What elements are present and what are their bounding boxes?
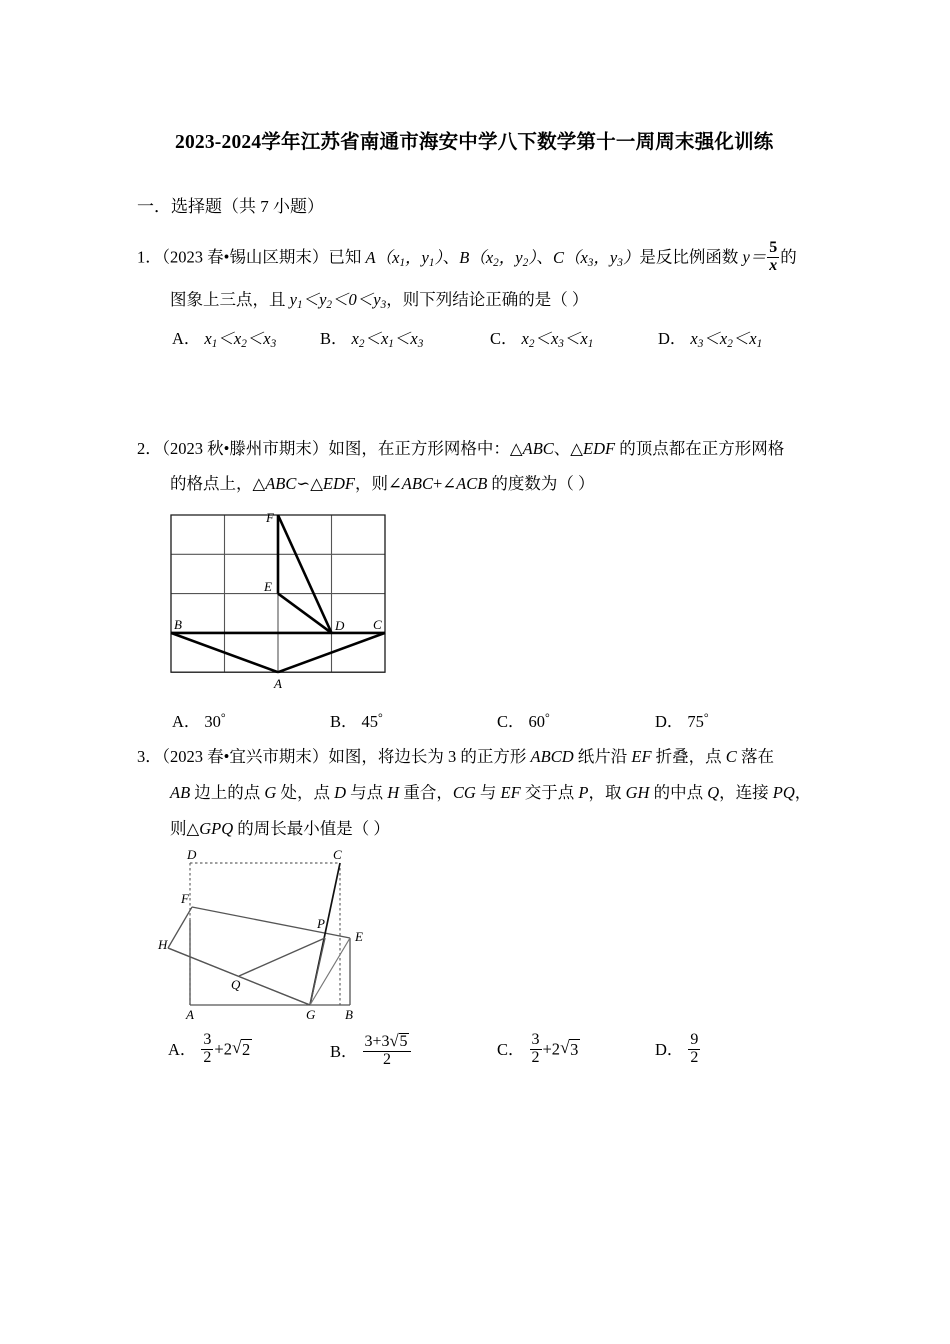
q3-l2-h: 的中点 xyxy=(649,783,708,802)
option-d-label: D． xyxy=(655,1039,684,1059)
degree-symbol: ° xyxy=(220,710,226,725)
q2-l1-c: 的顶点都在正方形网格 xyxy=(615,439,785,458)
question-1-line-2 xyxy=(170,288,588,314)
sep-2: 、 xyxy=(536,247,553,267)
q3-l2-g: ，取 xyxy=(588,783,626,802)
page-title: 2023-2024学年江苏省南通市海安中学八下数学第十一周周末强化训练 xyxy=(175,132,774,153)
q2-tri-edf: EDF xyxy=(582,439,616,458)
q3-pt-c: C xyxy=(725,747,737,766)
option-c-coefficient: +2 xyxy=(542,1039,561,1059)
question-1-number: 1． xyxy=(137,247,162,267)
option-c-label: C． xyxy=(497,1039,525,1059)
option-d-label: D． xyxy=(655,712,684,731)
figure-label-c: C xyxy=(373,617,382,632)
segment-eg xyxy=(310,938,350,1005)
q3-pt-g: G xyxy=(264,783,277,802)
figure-label-f: F xyxy=(181,891,189,906)
question-2-figure xyxy=(160,505,400,695)
question-3-figure xyxy=(158,845,415,1030)
figure-label-h: H xyxy=(158,937,168,952)
q3-l1-b: 纸片沿 xyxy=(573,747,632,766)
segment-pq xyxy=(239,938,325,976)
question-1-option-b[interactable] xyxy=(320,325,423,350)
q3-seg-gh: GH xyxy=(625,783,650,802)
figure-label-d: D xyxy=(335,618,345,633)
q1-l2-post: ，则下列结论正确的是（ ） xyxy=(386,290,589,309)
option-a-value: 30 xyxy=(204,712,221,731)
degree-symbol: ° xyxy=(378,710,383,725)
q3-pt-d: D xyxy=(334,783,347,802)
q3-seg-ab: AB xyxy=(170,783,191,802)
q3-seg-cg: CG xyxy=(452,783,476,802)
question-1-option-d[interactable] xyxy=(658,325,762,350)
q3-l3-a: 则△ xyxy=(170,819,200,838)
fraction-stacked xyxy=(363,1032,412,1069)
q3-l1-c: 折叠，点 xyxy=(651,747,726,766)
question-3-source: （2023 春•宜兴市期末） xyxy=(161,747,329,766)
question-1-option-c[interactable] xyxy=(490,325,593,350)
q3-seg-pq: PQ xyxy=(772,783,795,802)
question-2-line-1 xyxy=(137,437,784,462)
question-3-option-d[interactable] xyxy=(655,1032,701,1067)
radicand: 5 xyxy=(399,1033,408,1050)
q2-l1-a: 如图，在正方形网格中：△ xyxy=(328,439,523,458)
figure-label-f: F xyxy=(266,510,274,525)
q1-l2-pre: 图象上三点，且 xyxy=(170,290,290,309)
q3-l2-f: 交于点 xyxy=(520,783,579,802)
fraction-denominator: 2 xyxy=(363,1051,412,1069)
question-2-option-b[interactable] xyxy=(330,708,383,732)
q2-sim: ∽△ xyxy=(296,474,323,493)
fraction-numerator: 3 xyxy=(531,1031,540,1048)
q2-l2-a: 的格点上，△ xyxy=(170,474,266,493)
option-c-text: $x_2<x_3<x_1$ xyxy=(521,329,594,351)
fraction-denominator: 2 xyxy=(203,1048,212,1066)
figure-label-g: G xyxy=(306,1007,316,1022)
question-1-point-a: $A(x_1$，$y_1$） xyxy=(365,247,443,269)
figure-label-b: B xyxy=(174,617,182,632)
q3-l2-j: ， xyxy=(794,783,812,802)
q3-tri-gpq: GPQ xyxy=(199,819,234,838)
option-b-label: B． xyxy=(330,712,358,731)
question-2-option-a[interactable] xyxy=(172,708,226,732)
fraction-denominator: 2 xyxy=(690,1048,699,1066)
figure-label-a: A xyxy=(274,676,282,691)
q2-angle-abc: ABC xyxy=(401,474,433,493)
fraction-three-halves xyxy=(530,1032,542,1067)
option-a-label: A． xyxy=(172,712,201,731)
option-b-label: B． xyxy=(320,329,348,348)
figure-label-d: D xyxy=(187,847,197,862)
question-1-text-tail: 的 xyxy=(780,247,797,267)
q2-tri-abc-2: ABC xyxy=(265,474,297,493)
fraction-numerator: 5 xyxy=(769,239,778,256)
fraction-five-over-x xyxy=(767,240,779,275)
fraction-numerator: 9 xyxy=(690,1031,699,1048)
question-1-point-b: $B(x_2$，$y_2$） xyxy=(459,247,537,269)
fraction-denominator: 2 xyxy=(531,1048,540,1066)
question-1-equation-lhs: y＝ xyxy=(742,247,767,267)
option-c-label: C． xyxy=(490,329,518,348)
q3-pt-p: P xyxy=(578,783,589,802)
question-3-line-1 xyxy=(137,745,774,770)
option-c-value: 60 xyxy=(528,712,546,731)
q3-l3-b: 的周长最小值是（ ） xyxy=(233,819,390,838)
option-a-label: A． xyxy=(168,1039,197,1059)
option-b-label: B． xyxy=(330,1041,358,1061)
question-1-source: （2023 春•锡山区期末） xyxy=(161,247,329,267)
q3-l2-e: 与 xyxy=(475,783,501,802)
q3-pt-q: Q xyxy=(707,783,720,802)
option-a-label: A． xyxy=(172,329,201,348)
q3-l2-a: 边上的点 xyxy=(190,783,265,802)
degree-symbol: ° xyxy=(703,710,709,725)
question-1-line-1 xyxy=(137,240,797,275)
question-2-source: （2023 秋•滕州市期末） xyxy=(161,439,329,458)
fold-line-ef xyxy=(192,907,350,938)
fraction-numerator xyxy=(363,1032,412,1051)
figure-label-e: E xyxy=(355,929,363,944)
q2-tri-abc: ABC xyxy=(522,439,554,458)
original-square-dotted xyxy=(190,863,340,1005)
question-3-option-a[interactable] xyxy=(168,1032,252,1067)
q1-inequality: $y_1<y_2<0<y_3$ xyxy=(289,290,387,312)
figure-label-p: P xyxy=(317,916,325,931)
option-a-coefficient: +2 xyxy=(214,1039,232,1059)
radical-icon xyxy=(390,1032,410,1051)
q3-l2-c: 与点 xyxy=(346,783,388,802)
question-2-option-d[interactable] xyxy=(655,708,709,732)
q3-seg-ef-2: EF xyxy=(500,783,521,802)
radicand: 3 xyxy=(570,1039,579,1059)
q3-l1-a: 如图，将边长为 3 的正方形 xyxy=(328,747,531,766)
fraction-three-halves xyxy=(201,1032,213,1067)
question-2-number: 2． xyxy=(137,439,162,458)
option-d-text: $x_3<x_2<x_1$ xyxy=(690,329,763,351)
radical-icon xyxy=(560,1038,580,1060)
figure-label-a: A xyxy=(186,1007,194,1022)
q2-l2-b: ，则∠ xyxy=(354,474,402,493)
question-3-number: 3． xyxy=(137,747,162,766)
radicand: 2 xyxy=(241,1039,251,1059)
question-3-option-c[interactable] xyxy=(497,1032,580,1067)
question-1-point-c: $C(x_3$，$y_3$） xyxy=(552,247,640,269)
option-d-value: 75 xyxy=(687,712,704,731)
q3-l2-d: 重合， xyxy=(399,783,453,802)
q2-l2-c: 的度数为（ ） xyxy=(487,474,595,493)
q2-l1-b: 、△ xyxy=(553,439,583,458)
question-2-option-c[interactable] xyxy=(497,708,550,732)
segment-pg xyxy=(310,938,325,1005)
figure-label-b: B xyxy=(345,1007,353,1022)
figure-label-e: E xyxy=(264,579,272,594)
question-1-text-b: 是反比例函数 xyxy=(639,247,743,267)
question-2-line-2 xyxy=(170,472,595,497)
q3-l2-b: 处，点 xyxy=(276,783,335,802)
option-b-value: 45 xyxy=(361,712,379,731)
fraction-numerator: 3 xyxy=(203,1031,212,1048)
q3-pt-h: H xyxy=(387,783,400,802)
q2-angle-acb: ACB xyxy=(456,474,488,493)
numerator-prefix: 3+3 xyxy=(364,1033,390,1050)
figure-label-c: C xyxy=(333,847,342,862)
fraction-nine-halves xyxy=(688,1032,700,1067)
q2-plus: +∠ xyxy=(432,474,457,493)
option-d-label: D． xyxy=(658,329,687,348)
option-a-text: $x_1<x_2<x_3$ xyxy=(204,329,277,351)
question-3-line-2 xyxy=(170,781,811,806)
radical-icon xyxy=(232,1038,252,1060)
q3-l1-d: 落在 xyxy=(736,747,774,766)
q3-square-abcd: ABCD xyxy=(530,747,574,766)
option-b-text: $x_2<x_1<x_3$ xyxy=(351,329,424,351)
figure-label-q: Q xyxy=(231,977,241,992)
q3-seg-ef: EF xyxy=(631,747,652,766)
sep-1: 、 xyxy=(442,247,460,267)
triangle-edf xyxy=(278,515,332,633)
question-3-line-3 xyxy=(170,817,390,842)
option-c-label: C． xyxy=(497,712,525,731)
question-1-text-a: 已知 xyxy=(328,247,366,267)
question-3-option-b[interactable] xyxy=(330,1032,412,1069)
question-1-option-a[interactable] xyxy=(172,325,276,350)
q3-l2-i: ，连接 xyxy=(719,783,773,802)
fraction-denominator: x xyxy=(769,256,778,274)
degree-symbol: ° xyxy=(545,710,550,725)
q2-tri-edf-2: EDF xyxy=(322,474,355,493)
section-heading: 一．选择题（共 7 小题） xyxy=(137,197,324,216)
